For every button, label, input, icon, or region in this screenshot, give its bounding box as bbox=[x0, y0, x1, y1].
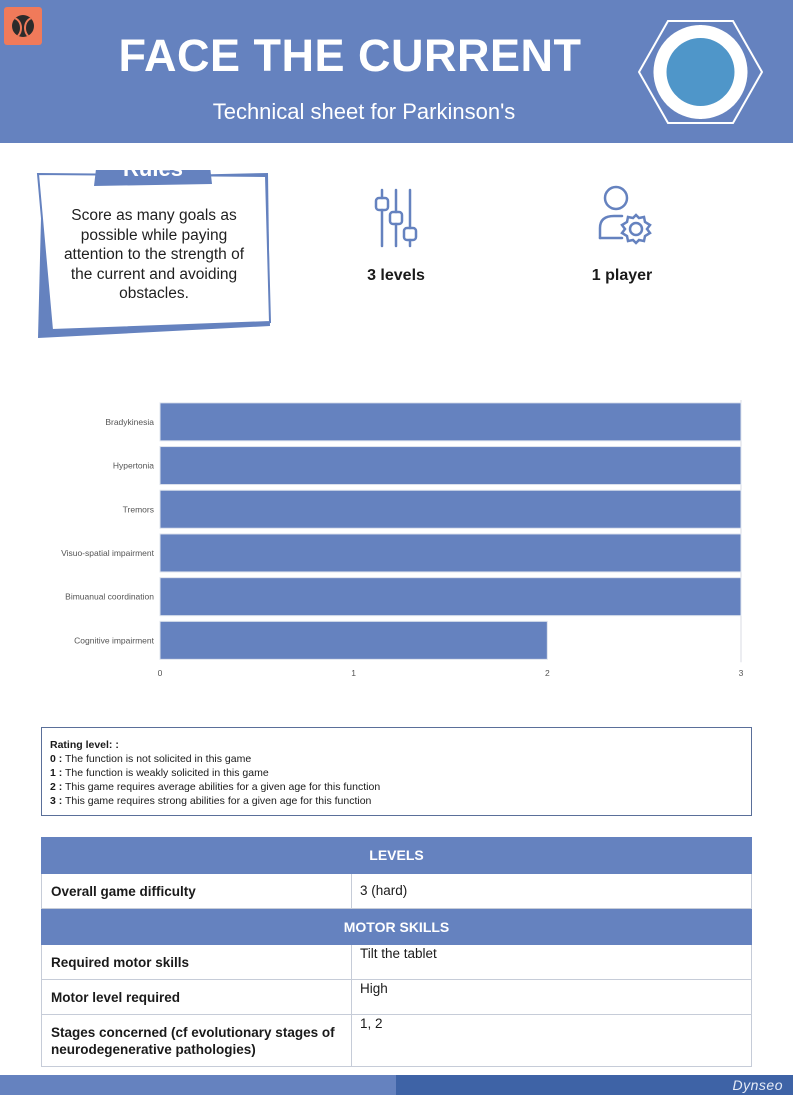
motor-row-label: Required motor skills bbox=[42, 945, 352, 979]
motor-row-value: 1, 2 bbox=[360, 1016, 383, 1031]
chart-bar bbox=[160, 403, 741, 441]
chart-bar bbox=[160, 621, 547, 659]
table-row bbox=[41, 980, 752, 1015]
rating-item: 0 : The function is not solicited in this game bbox=[50, 753, 252, 765]
page-subtitle: Technical sheet for Parkinson's bbox=[212, 99, 516, 124]
table-row bbox=[41, 1015, 752, 1067]
rating-legend bbox=[41, 727, 752, 816]
chart-category-label: Tremors bbox=[122, 504, 154, 515]
info-table bbox=[41, 837, 752, 1067]
chart-bar bbox=[160, 490, 741, 528]
user-gear-icon bbox=[588, 182, 656, 250]
feature-players bbox=[572, 182, 672, 285]
chart-bar bbox=[160, 534, 741, 572]
chart-tick-label: 0 bbox=[157, 668, 163, 679]
footer-bar-left bbox=[0, 1075, 396, 1095]
header-banner bbox=[0, 0, 793, 143]
motor-row-value: High bbox=[360, 981, 388, 996]
difficulty-value: 3 (hard) bbox=[360, 883, 408, 898]
feature-levels bbox=[346, 186, 446, 285]
table-row bbox=[41, 945, 752, 980]
motor-skills-heading: MOTOR SKILLS bbox=[41, 909, 752, 945]
abilities-bar-chart bbox=[40, 390, 760, 690]
chart-category-label: Visuo-spatial impairment bbox=[61, 547, 154, 558]
table-row bbox=[41, 874, 752, 909]
chart-category-label: Bradykinesia bbox=[105, 416, 154, 427]
players-label: 1 player bbox=[591, 267, 653, 284]
motor-row-label: Motor level required bbox=[42, 980, 352, 1014]
levels-heading: LEVELS bbox=[41, 837, 752, 874]
chart-category-label: Bimuanual coordination bbox=[65, 591, 154, 602]
rating-item: 2 : This game requires average abilities for a given age for this function bbox=[50, 781, 381, 793]
motor-row-value: Tilt the tablet bbox=[360, 946, 437, 961]
difficulty-label: Overall game difficulty bbox=[42, 874, 352, 908]
levels-label: 3 levels bbox=[367, 267, 425, 284]
chart-tick-label: 1 bbox=[351, 668, 357, 679]
rating-title: Rating level: : bbox=[50, 739, 119, 751]
sliders-icon bbox=[364, 186, 428, 250]
chart-bar bbox=[160, 578, 741, 616]
rating-item: 3 : This game requires strong abilities for a given age for this function bbox=[50, 795, 372, 807]
brand-logo: Dynseo bbox=[732, 1077, 783, 1093]
chart-category-label: Cognitive impairment bbox=[74, 635, 154, 646]
page-title: FACE THE CURRENT bbox=[118, 30, 582, 81]
chart-tick-label: 2 bbox=[544, 668, 550, 679]
rules-text: Score as many goals as possible while paying attention to the strength of the current and avoiding obstacles. bbox=[63, 207, 245, 302]
rules-heading: Rules bbox=[123, 156, 183, 181]
rules-card bbox=[36, 156, 272, 338]
chart-tick-label: 3 bbox=[738, 668, 744, 679]
chart-category-label: Hypertonia bbox=[112, 460, 154, 471]
motor-row-label: Stages concerned (cf evolutionary stages of neurodegenerative pathologies) bbox=[42, 1015, 352, 1066]
rating-item: 1 : The function is weakly solicited in this game bbox=[50, 767, 269, 779]
chart-bar bbox=[160, 447, 741, 485]
hexagon-ring-logo bbox=[638, 20, 763, 124]
tennis-ball-icon bbox=[4, 7, 42, 45]
